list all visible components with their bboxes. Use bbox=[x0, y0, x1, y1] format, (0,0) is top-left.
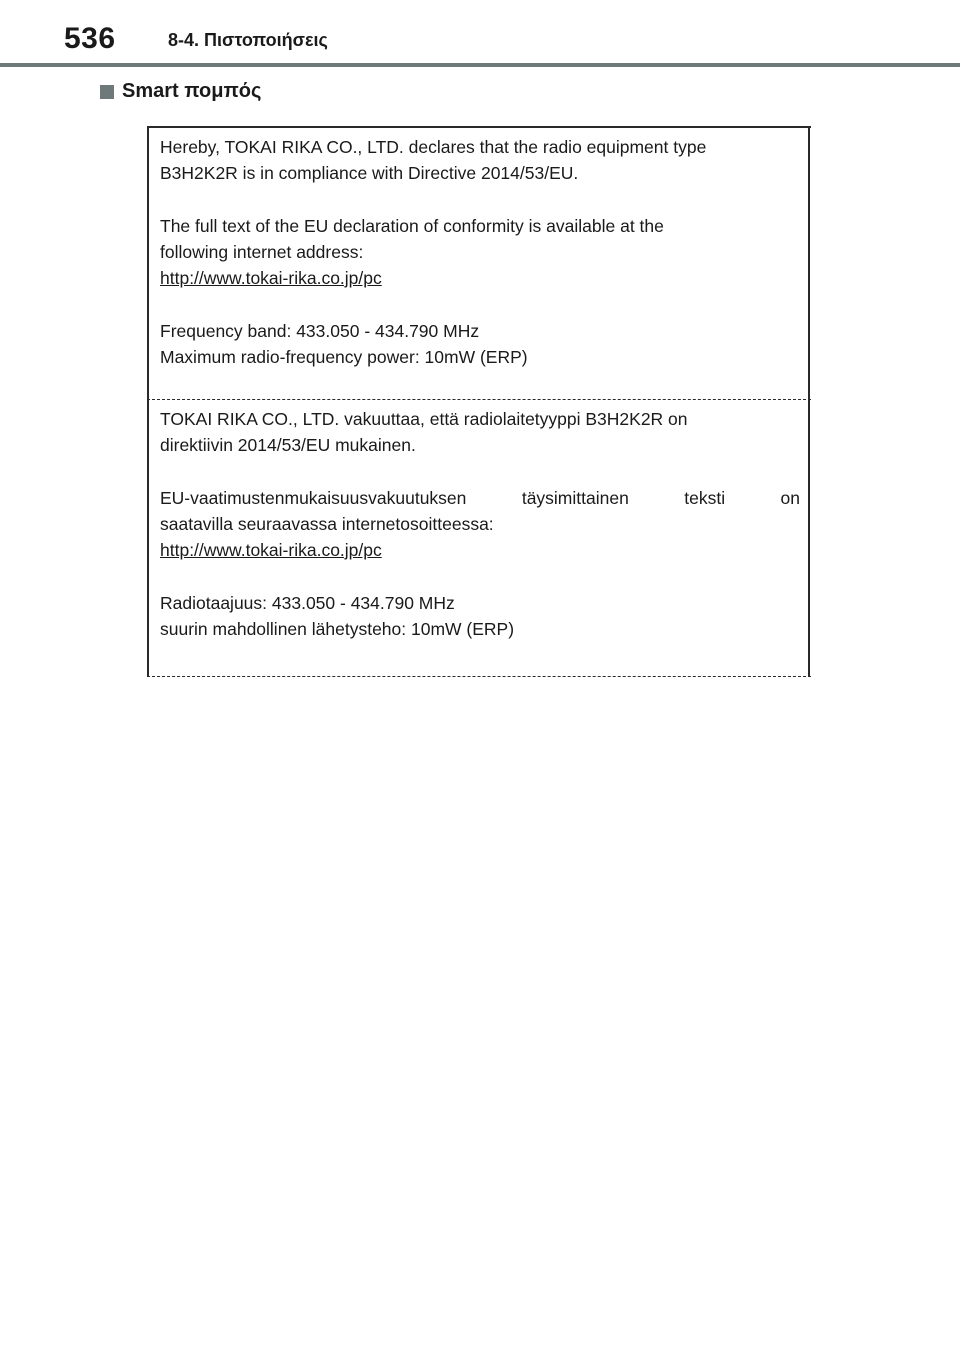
header-divider bbox=[0, 63, 960, 67]
finnish-frequency: Radiotaajuus: 433.050 - 434.790 MHz bbox=[160, 593, 455, 613]
finnish-line-1: TOKAI RIKA CO., LTD. vakuuttaa, että radiolaitetyyppi B3H2K2R on bbox=[160, 409, 688, 429]
finnish-line-3 bbox=[160, 485, 800, 511]
english-power: Maximum radio-frequency power: 10mW (ERP) bbox=[160, 347, 528, 367]
subheading-title: Smart πομπός bbox=[122, 80, 262, 102]
frame-bottom-separator bbox=[147, 676, 811, 677]
section-separator bbox=[147, 399, 811, 400]
english-line-4: following internet address: bbox=[160, 242, 364, 262]
section-title: 8-4. Πιστοποιήσεις bbox=[168, 30, 328, 50]
finnish-line-3-word: teksti bbox=[684, 488, 726, 508]
subheading bbox=[100, 80, 261, 103]
finnish-url-link[interactable]: http://www.tokai-rika.co.jp/pc bbox=[160, 540, 382, 560]
finnish-line-3-word: EU-vaatimustenmukaisuusvakuutuksen bbox=[160, 488, 467, 508]
english-url-link[interactable]: http://www.tokai-rika.co.jp/pc bbox=[160, 268, 382, 288]
finnish-line-3-word: täysimittainen bbox=[521, 488, 629, 508]
finnish-power: suurin mahdollinen lähetysteho: 10mW (ERP) bbox=[160, 619, 515, 639]
square-bullet-icon bbox=[100, 85, 114, 99]
english-declaration bbox=[160, 134, 800, 370]
english-line-3: The full text of the EU declaration of conformity is available at the bbox=[160, 216, 664, 236]
english-frequency: Frequency band: 433.050 - 434.790 MHz bbox=[160, 321, 480, 341]
finnish-declaration bbox=[160, 406, 800, 642]
english-line-1: Hereby, TOKAI RIKA CO., LTD. declares that the radio equipment type bbox=[160, 137, 707, 157]
english-line-2: B3H2K2R is in compliance with Directive 2014/53/EU. bbox=[160, 163, 579, 183]
finnish-line-3-word: on bbox=[780, 488, 800, 508]
finnish-line-2: direktiivin 2014/53/EU mukainen. bbox=[160, 435, 416, 455]
page-number: 536 bbox=[64, 22, 116, 55]
finnish-line-4: saatavilla seuraavassa internetosoitteessa: bbox=[160, 514, 494, 534]
